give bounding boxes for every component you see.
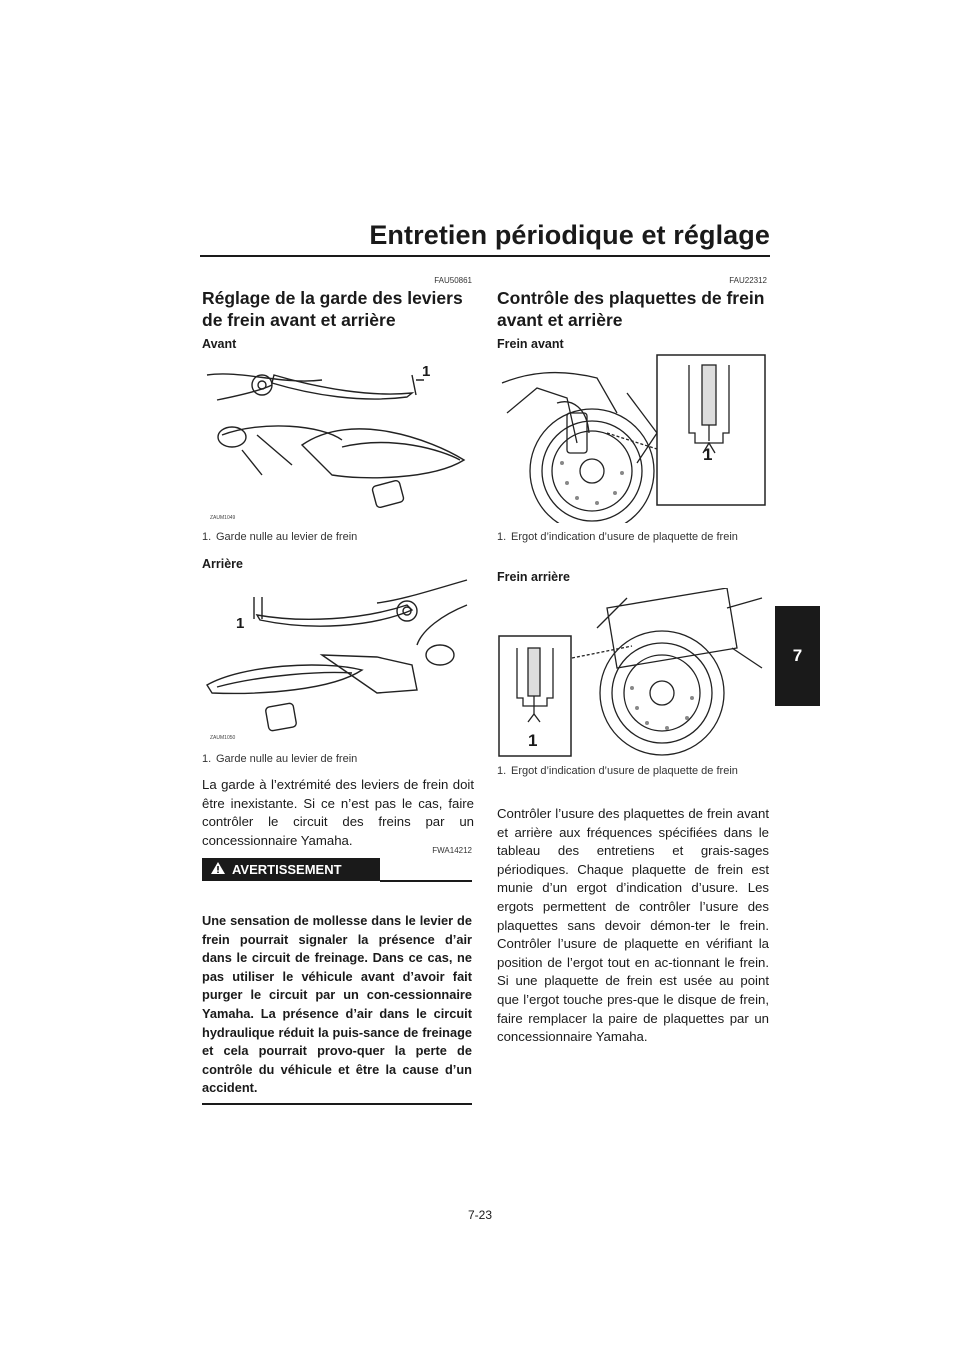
subheading-front-brake: Frein avant — [497, 337, 564, 351]
rear-brake-illustration — [497, 588, 767, 758]
figure-code: ZAUM1050 — [210, 735, 236, 741]
caption-text: Garde nulle au levier de frein — [216, 753, 358, 765]
subheading-rear: Arrière — [202, 557, 243, 571]
header-rule — [200, 255, 770, 257]
warning-rule — [380, 880, 472, 882]
front-brake-illustration — [497, 353, 767, 523]
caption-number: 1. — [497, 531, 507, 543]
section-title-line: Contrôle des plaquettes de frein — [497, 288, 765, 308]
body-paragraph: Contrôler l’usure des plaquettes de frein avant et arrière aux fréquences spécifiées dans le tableau des entretiens et grais-sages périodiques. Chaque plaquette de frein est munie d’un ergot d’indication d’usure. Les ergots permettent de contrôler l’usure des plaquettes sans devoir démon-ter le frein. Contrôler l’usure de plaquette en vérifiant la position de l’ergot tout en ac-tionnant le frein. Si une plaquette de frein est usée au point que l’ergot touche pres-que le disque de frein, faire remplacer la paire de plaquettes par un concessionnaire Yamaha. — [497, 806, 769, 1045]
warning-label: AVERTISSEMENT — [232, 862, 342, 877]
warning-end-rule — [202, 1103, 472, 1105]
warning-badge — [202, 858, 380, 881]
figure-callout: 1 — [236, 615, 245, 632]
page-number: 7-23 — [467, 1208, 493, 1222]
section-title — [497, 287, 772, 331]
chapter-tab: 7 — [775, 606, 820, 706]
section-title — [202, 287, 477, 331]
caption-number: 1. — [497, 765, 507, 777]
figure-callout: 1 — [703, 445, 713, 464]
page-header-title: Entretien périodique et réglage — [369, 220, 770, 250]
figure-front-lever — [202, 355, 472, 525]
front-lever-illustration — [202, 355, 472, 525]
section-title-line: avant et arrière — [497, 310, 623, 330]
figure-caption — [202, 752, 472, 766]
caption-number: 1. — [202, 531, 212, 543]
figure-code: ZAUM1049 — [210, 515, 236, 521]
caption-text: Garde nulle au levier de frein — [216, 531, 358, 543]
figure-caption — [497, 530, 767, 544]
caption-number: 1. — [202, 753, 212, 765]
subheading-rear-brake: Frein arrière — [497, 570, 570, 584]
figure-callout: 1 — [528, 731, 538, 750]
subheading-front: Avant — [202, 337, 237, 351]
figure-callout: 1 — [422, 363, 431, 380]
section-title-line: Réglage de la garde des leviers — [202, 288, 463, 308]
caption-text: Ergot d’indication d’usure de plaquette de frein — [511, 765, 738, 777]
figure-caption — [202, 530, 472, 544]
warning-code: FWA14212 — [432, 846, 472, 855]
figure-caption — [497, 764, 767, 778]
figure-front-brake — [497, 353, 767, 523]
caption-text: Ergot d’indication d’usure de plaquette de frein — [511, 531, 738, 543]
rear-lever-illustration — [202, 575, 472, 745]
warning-text: Une sensation de mollesse dans le levier de frein pourrait signaler la présence d’air dans le circuit de freinage. Dans ce cas, ne pas utiliser le véhicule avant d’avoir fait purger le circuit par un con-cessionnaire Yamaha. La présence d’air dans le circuit hydraulique réduit la puis-sance de freinage et cela pourrait provo-quer la perte de contrôle du véhicule et être la cause d’un accident. — [202, 913, 472, 1096]
section-code: FAU50861 — [434, 276, 472, 285]
figure-rear-brake — [497, 588, 767, 758]
warning-icon — [210, 861, 226, 878]
section-title-line: de frein avant et arrière — [202, 310, 396, 330]
figure-rear-lever — [202, 575, 472, 745]
section-code: FAU22312 — [729, 276, 767, 285]
body-paragraph: La garde à l’extrémité des leviers de frein doit être inexistante. Si ce n’est pas le cas, faire contrôler le circuit des freins par un concessionnaire Yamaha. — [202, 777, 474, 848]
